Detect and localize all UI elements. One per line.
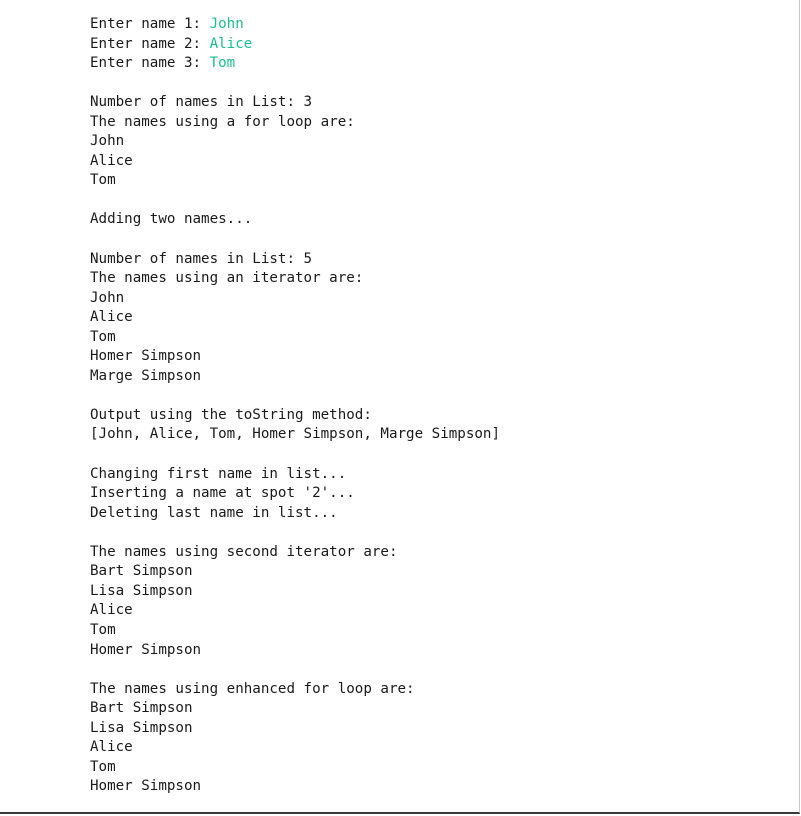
output-line: John [90,133,125,150]
user-input-text: Tom [209,55,236,72]
output-line: Alice [90,739,133,756]
output-line: Homer Simpson [90,348,202,365]
output-line: The names using a for loop are: [90,113,355,130]
output-line: Tom [90,758,116,775]
output-line: The names using an iterator are: [90,270,364,287]
blank-line [90,445,500,465]
input-prompt-line [90,54,500,74]
blank-line [90,523,500,543]
blank-line [90,386,500,406]
output-line: Number of names in List: 3 [90,94,313,111]
output-line: Number of names in List: 5 [90,250,313,267]
output-line: Lisa Simpson [90,719,193,736]
output-line: The names using enhanced for loop are: [90,680,415,697]
output-line: The names using second iterator are: [90,543,398,560]
output-line: Lisa Simpson [90,582,193,599]
blank-line [90,191,500,211]
output-line: Bart Simpson [90,563,193,580]
output-line: Changing first name in list... [90,465,347,482]
blank-line [90,660,500,680]
user-input-text: Alice [209,35,253,52]
output-line: Alice [90,309,133,326]
output-line: Alice [90,152,133,169]
output-line: John [90,289,125,306]
output-line: Marge Simpson [90,367,202,384]
output-line: Alice [90,602,133,619]
output-line: Bart Simpson [90,700,193,717]
output-line: Tom [90,328,116,345]
input-prompt-line [90,35,500,55]
input-prompt-line [90,15,500,35]
output-line: Adding two names... [90,211,253,228]
output-line: Inserting a name at spot '2'... [90,485,355,502]
prompt-text: Enter name 1: [90,16,210,32]
user-input-text: John [209,16,244,32]
output-line: Tom [90,172,116,189]
output-line: [John, Alice, Tom, Homer Simpson, Marge Simpson] [90,426,500,443]
output-line: Output using the toString method: [90,406,372,423]
blank-line [90,230,500,250]
output-line: Deleting last name in list... [90,504,338,521]
output-line: Tom [90,621,116,638]
prompt-text: Enter name 2: [90,35,210,52]
console-output [90,15,500,797]
prompt-text: Enter name 3: [90,55,210,72]
output-line: Homer Simpson [90,778,202,795]
output-line: Homer Simpson [90,641,202,658]
blank-line [90,74,500,94]
